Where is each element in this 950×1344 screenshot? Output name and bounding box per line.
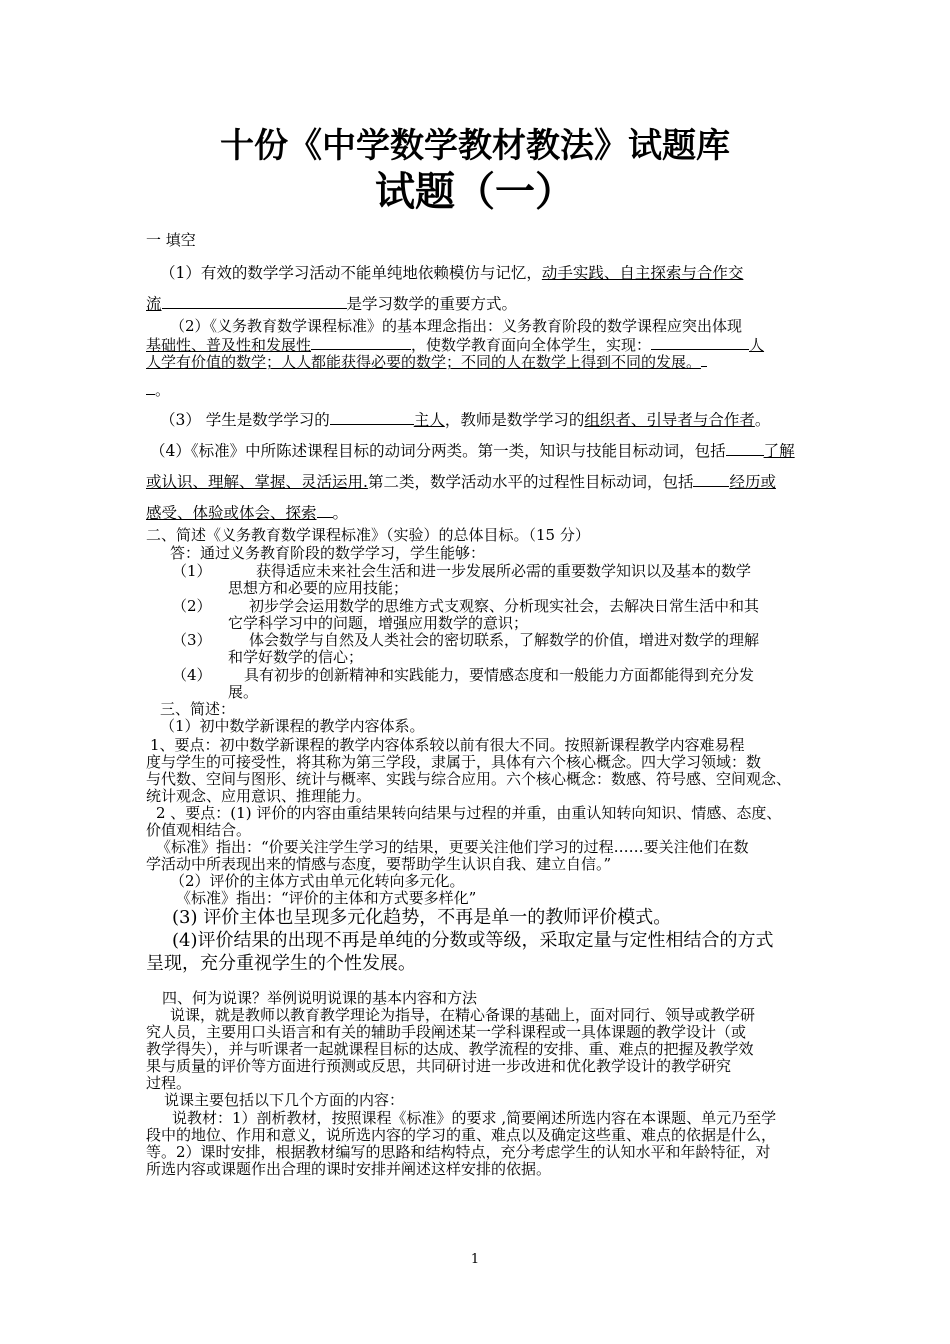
goal-4-line-2: 展。 xyxy=(228,683,259,701)
s3-p1-line-3: 与代数、空间与图形、统计与概率、实践与综合应用。六个核心概念：数感、符号感、空间观念、 xyxy=(146,770,792,788)
q1-tail: 是学习数学的重要方式。 xyxy=(346,295,518,313)
q1-answer-part-1: 动手实践、自主探索与合作交 xyxy=(541,264,744,282)
section-3-heading: 三、简述： xyxy=(160,700,236,718)
goal-1-number: （1） xyxy=(172,562,212,580)
s3-p3-line-2: 学活动中所表现出来的情感与态度，要帮助学生认识自我、建立自信。” xyxy=(146,855,612,873)
section-2-heading: 二、简述《义务教育数学课程标准》（实验）的总体目标。（15 分） xyxy=(146,526,590,544)
s3-p5: 《标准》指出：“评价的主体和方式要多样化” xyxy=(176,889,477,907)
q2-line-1: （2）《义务教育数学课程标准》的基本理念指出：义务教育阶段的数学课程应突出体现 xyxy=(170,317,743,335)
s3-p7-line-2: 呈现，充分重视学生的个性发展。 xyxy=(146,953,416,974)
s4-p3-line-3: 等。2）课时安排，根据教材编写的思路和结构特点，充分考虑学生的认知水平和年龄特征，对 xyxy=(146,1143,771,1161)
section-1-heading: 一 填空 xyxy=(146,231,196,249)
s4-p2: 说课主要包括以下几个方面的内容： xyxy=(164,1091,405,1109)
q4-blank-1 xyxy=(726,441,764,456)
q3-blank xyxy=(330,410,414,425)
q1-blank xyxy=(162,294,347,309)
goal-1-line-1: 获得适应未来社会生活和进一步发展所必需的重要数学知识以及基本的数学 xyxy=(256,562,752,580)
q1-text: （1）有效的数学学习活动不能单纯地依赖模仿与记忆， xyxy=(160,264,542,282)
s4-p3-line-4: 所选内容或课题作出合理的课时安排并阐述这样安排的依据。 xyxy=(146,1160,552,1178)
q2-answer-part-3: 人学有价值的数学；人人都能获得必要的数学；不同的人在数学上得到不同的发展。 xyxy=(146,353,702,371)
section-2-answer: 答：通过义务教育阶段的数学学习，学生能够： xyxy=(170,544,486,562)
s4-p3-line-2: 段中的地位、作用和意义，说所选内容的学习的重、难点以及确定这些重、难点的依据是什么， xyxy=(146,1126,777,1144)
goal-2-number: （2） xyxy=(172,597,212,615)
s3-p4: （2）评价的主体方式由单元化转向多元化。 xyxy=(170,872,465,890)
goal-4-line-1: 具有初步的创新精神和实践能力，要情感态度和一般能力方面都能得到充分发 xyxy=(244,666,755,684)
section-4-heading: 四、何为说课？举例说明说课的基本内容和方法 xyxy=(162,989,478,1007)
q4-answer-3: 经历或 xyxy=(729,473,776,491)
q2-blank-3 xyxy=(701,352,707,367)
q2-mid: ，使数学教育面向全体学生，实现： xyxy=(411,336,652,354)
q2-line-3 xyxy=(146,352,707,371)
goal-3-line-2: 和学好数学的信心； xyxy=(228,648,364,666)
s3-p3-line-1: 《标准》指出：“价要关注学生学习的结果，更要关注他们学习的过程……要关注他们在数 xyxy=(156,838,749,856)
goal-3-number: （3） xyxy=(172,631,212,649)
q3-answer-1: 主人 xyxy=(413,411,445,429)
q3-text-1: （3） 学生是数学学习的 xyxy=(160,411,330,429)
s4-p1-line-2: 究人员，主要用口头语言和有关的辅助手段阐述某一学科课程或一具体课题的教学设计（或 xyxy=(146,1023,747,1041)
q2-answer-part-1: 基础性、普及性和发展性 xyxy=(146,336,312,354)
page-number: 1 xyxy=(470,1252,480,1267)
q2-blank-4 xyxy=(146,380,155,395)
q4-answer-2: 或认识、理解、掌握、灵活运用. xyxy=(146,473,368,491)
document-title: 十份《中学数学教材教法》试题库 xyxy=(220,126,730,166)
q3-answer-2: 组织者、引导者与合作者 xyxy=(584,411,755,429)
goal-1-line-2: 思想方和必要的应用技能； xyxy=(228,579,409,597)
s4-p1-line-5: 过程。 xyxy=(146,1074,192,1092)
s3-p1-line-4: 统计观念、应用意识、推理能力。 xyxy=(146,787,372,805)
q3-text-2: ，教师是数学学习的 xyxy=(444,411,585,429)
s4-p1-line-1: 说课，就是教师以教育教学理论为指导，在精心备课的基础上，面对同行、领导或教学研 xyxy=(170,1006,756,1024)
s4-p3-line-1: 说教材：1）剖析教材，按照课程《标准》的要求 ,简要阐述所选内容在本课题、单元乃至学 xyxy=(172,1109,777,1127)
goal-2-line-1: 初步学会运用数学的思维方式支观察、分析现实社会，去解决日常生活中和其 xyxy=(249,597,760,615)
q2-answer-part-2: 人 xyxy=(749,336,765,354)
q4-text-3: 。 xyxy=(332,504,349,522)
q1-answer-part-2: 流 xyxy=(146,295,162,313)
s4-p1-line-3: 教学得失），并与听课者一起就课程目标的达成、教学流程的安排、重、难点的把握及教学效 xyxy=(146,1040,754,1058)
q4-answer-4: 感受、体验或体会、探索 xyxy=(146,504,317,522)
document-subtitle: 试题（一） xyxy=(375,168,575,215)
q2-blank-1 xyxy=(311,335,411,350)
s4-p1-line-4: 果与质量的评价等方面进行预测或反思，共同研讨进一步改进和优化教学设计的教学研究 xyxy=(146,1057,732,1075)
s3-p2-line-2: 价值观相结合。 xyxy=(146,821,252,839)
q1-line-2 xyxy=(146,294,517,313)
q4-text-1: （4）《标准》中所陈述课程目标的动词分两类。第一类，知识与技能目标动词，包括 xyxy=(150,442,726,460)
q2-blank-2 xyxy=(651,335,749,350)
q4-answer-1: 了解 xyxy=(763,442,795,460)
s3-p6: (3) 评价主体也呈现多元化趋势，不再是单一的教师评价模式。 xyxy=(172,907,672,928)
s3-p2-line-1: 2 、要点：(1) 评价的内容由重结果转向结果与过程的并重，由重认知转向知识、情感、态度、 xyxy=(156,804,782,822)
q4-line-2 xyxy=(146,472,776,491)
q4-blank-2 xyxy=(693,472,729,487)
goal-4-number: （4） xyxy=(172,666,212,684)
q1-line-1 xyxy=(160,264,743,282)
q3-text-3: 。 xyxy=(754,411,771,429)
q2-line-4 xyxy=(146,380,170,399)
section-3-sub-1: （1）初中数学新课程的教学内容体系。 xyxy=(160,717,425,735)
s3-p1-line-1: 1、要点：初中数学新课程的教学内容体系较以前有很大不同。按照新课程教学内容难易程 xyxy=(150,736,745,754)
q3-line xyxy=(160,410,770,429)
q4-line-1 xyxy=(150,441,795,460)
q4-blank-3 xyxy=(317,503,333,518)
q2-end: 。 xyxy=(155,381,171,399)
s3-p1-line-2: 度与学生的可接受性，将其称为第三学段，隶属于，具体有六个核心概念。四大学习领域：数 xyxy=(146,753,762,771)
goal-3-line-1: 体会数学与自然及人类社会的密切联系，了解数学的价值，增进对数学的理解 xyxy=(249,631,760,649)
s3-p7-line-1: (4)评价结果的出现不再是单纯的分数或等级，采取定量与定性相结合的方式 xyxy=(172,930,774,951)
goal-2-line-2: 它学科学习中的问题，增强应用数学的意识； xyxy=(228,614,529,632)
q4-line-3 xyxy=(146,503,348,522)
q4-text-2: 第二类，数学活动水平的过程性目标动词，包括 xyxy=(367,473,694,491)
